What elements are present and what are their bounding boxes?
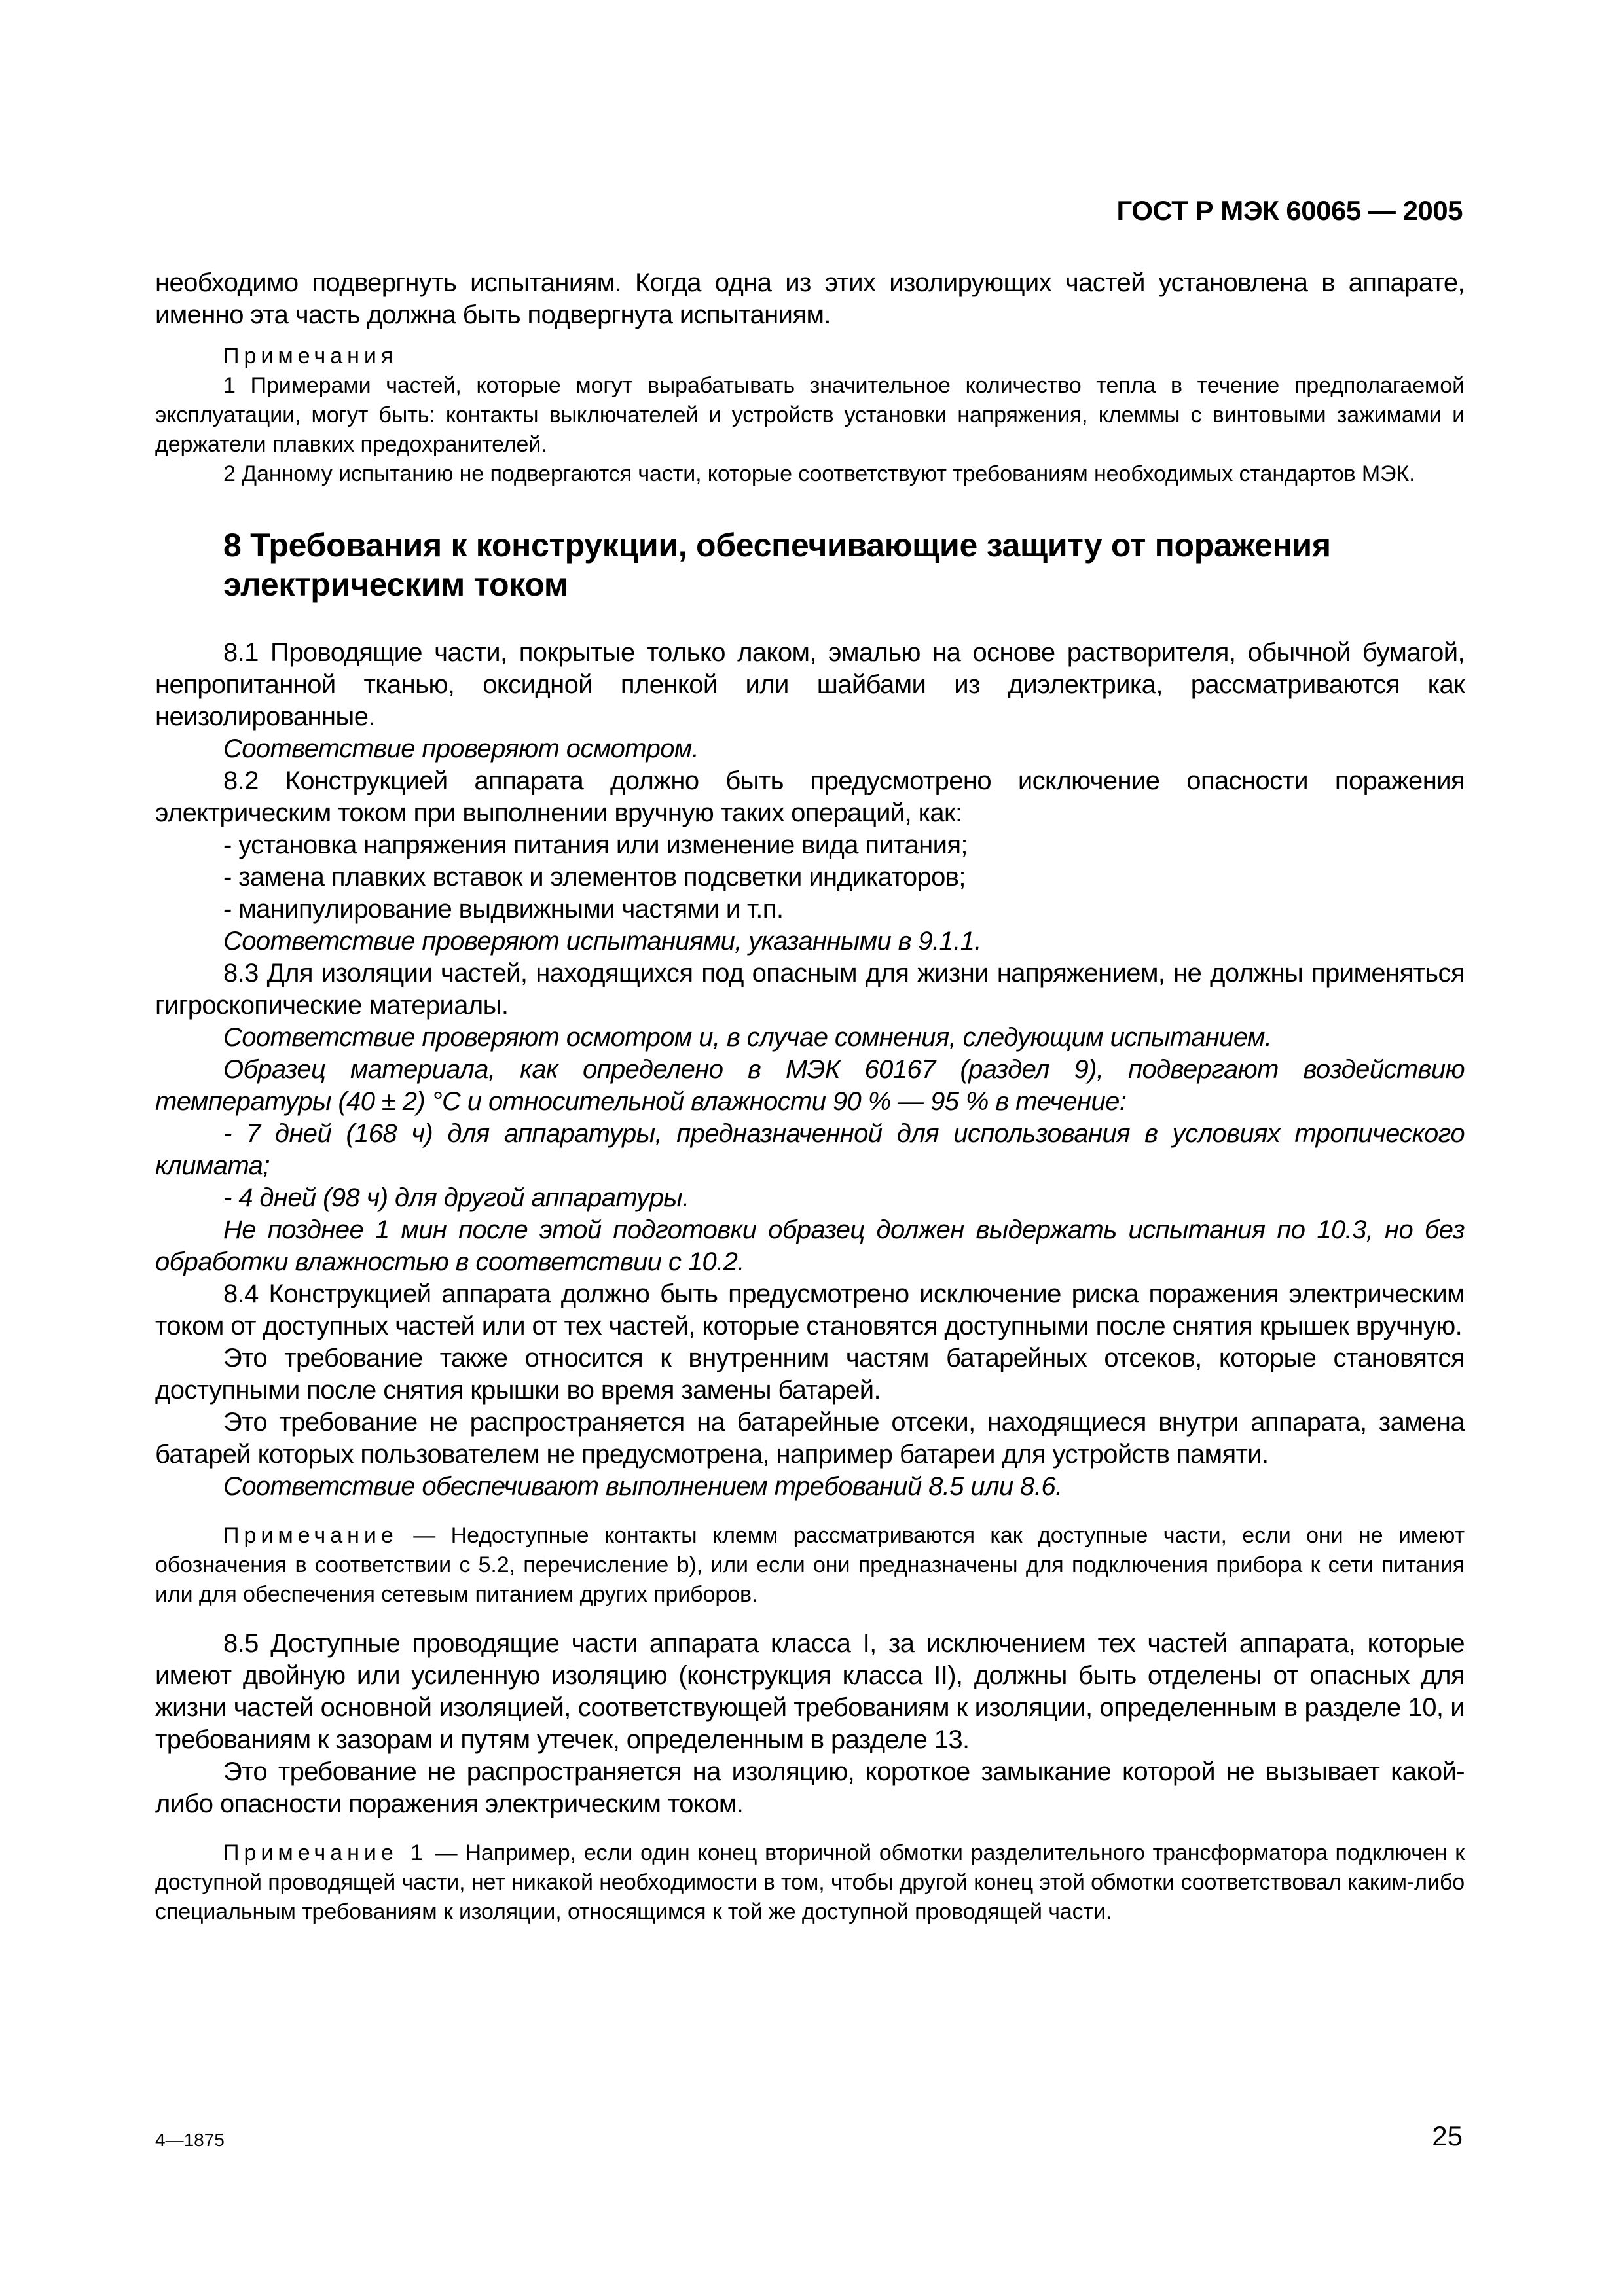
paragraph-8-4-b: Это требование также относится к внутренним частям батарейных отсеков, которые становятся доступными после снятия крышки во время замены батарей. <box>155 1344 1465 1405</box>
notes-title: Примечания <box>223 344 398 368</box>
section-8-heading: 8 Требования к конструкции, обеспечивающие защиту от поражения электрическим током <box>223 527 1331 603</box>
page-number: 25 <box>1432 2121 1463 2151</box>
list-8-3-item: - 7 дней (168 ч) для аппаратуры, предназначенной для использования в условиях тропического климата; <box>155 1119 1465 1180</box>
list-8-2-item: - манипулирование выдвижными частями и т.п. <box>223 895 784 924</box>
list-8-3-item: - 4 дней (98 ч) для другой аппаратуры. <box>223 1183 689 1212</box>
paragraph-8-3: 8.3 Для изоляции частей, находящихся под опасным для жизни напряжением, не должны применяться гигроскопические материалы. <box>155 959 1465 1020</box>
paragraph-8-3-sample: Образец материала, как определено в МЭК 60167 (раздел 9), подвергают воздействию температуры (40 ± 2) °С и относительной влажности 90 % — 95 % в течение: <box>155 1055 1465 1116</box>
list-8-2-item: - замена плавких вставок и элементов подсветки индикаторов; <box>223 863 966 891</box>
paragraph-8-3-after: Не позднее 1 мин после этой подготовки образец должен выдержать испытания по 10.3, но без обработки влажностью в соответствии с 10.2. <box>155 1215 1465 1276</box>
note-1: 1 Примерами частей, которые могут вырабатывать значительное количество тепла в течение предполагаемой эксплуатации, могут быть: контакты выключателей и устройств установки напряжения, клеммы с винтовыми зажимами и держатели плавких предохранителей. <box>155 373 1465 457</box>
note-8-5-label: Примечание 1 <box>223 1840 428 1865</box>
paragraph-8-2-check: Соответствие проверяют испытаниями, указанными в 9.1.1. <box>223 927 981 956</box>
note-8-5 <box>155 1839 1465 1927</box>
paragraph-8-1: 8.1 Проводящие части, покрытые только лаком, эмалью на основе растворителя, обычной бумагой, непропитанной тканью, оксидной пленкой или шайбами из диэлектрика, рассматриваются как неизолированные. <box>155 638 1465 731</box>
document-body <box>155 267 1465 1927</box>
paragraph-8-1-check: Соответствие проверяют осмотром. <box>223 734 699 763</box>
paragraph-8-3-check: Соответствие проверяют осмотром и, в случае сомнения, следующим испытанием. <box>223 1023 1272 1052</box>
paragraph-8-5-b: Это требование не распространяется на изоляцию, короткое замыкание которой не вызывает какой-либо опасности поражения электрическим током. <box>155 1757 1465 1818</box>
paragraph-8-4-check: Соответствие обеспечивают выполнением требований 8.5 или 8.6. <box>223 1472 1063 1501</box>
intro-paragraph: необходимо подвергнуть испытаниям. Когда одна из этих изолирующих частей установлена в аппарате, именно эта часть должна быть подвергнута испытаниям. <box>155 268 1465 329</box>
paragraph-8-5: 8.5 Доступные проводящие части аппарата класса I, за исключением тех частей аппарата, которые имеют двойную или усиленную изоляцию (конструкция класса II), должны быть отделены от опасных для жизни частей основной изоляцией, соответствующей требованиям к изоляции, определенным в разделе 10, и требованиям к зазорам и путям утечек, определенным в разделе 13. <box>155 1629 1465 1754</box>
note-8-4-label: Примечание <box>223 1523 398 1548</box>
paragraph-8-4-c: Это требование не распространяется на батарейные отсеки, находящиеся внутри аппарата, замена батарей которых пользователем не предусмотрена, например батареи для устройств памяти. <box>155 1408 1465 1469</box>
list-8-2-item: - установка напряжения питания или изменение вида питания; <box>223 831 968 859</box>
note-8-4-text: — Недоступные контакты клемм рассматриваются как доступные части, если они не имеют обозначения в соответствии с 5.2, перечисление b), или если они предназначены для подключения прибора к сети питания или для обеспечения сетевым питанием других приборов. <box>155 1523 1465 1607</box>
note-8-4 <box>155 1521 1465 1609</box>
note-8-5-text: — Например, если один конец вторичной обмотки разделительного трансформатора подключен к доступной проводящей части, нет никакой необходимости в том, чтобы другой конец этой обмотки соответствовал каким-либо специальным требованиям к изоляции, относящимся к той же доступной проводящей части. <box>155 1840 1465 1924</box>
standard-code-header: ГОСТ Р МЭК 60065 — 2005 <box>1116 195 1463 226</box>
paragraph-8-4: 8.4 Конструкцией аппарата должно быть предусмотрено исключение риска поражения электрическим током от доступных частей или от тех частей, которые становятся доступными после снятия крышек вручную. <box>155 1280 1465 1340</box>
print-code: 4—1875 <box>155 2130 225 2150</box>
note-2: 2 Данному испытанию не подвергаются части, которые соответствуют требованиям необходимых стандартов МЭК. <box>223 461 1415 486</box>
paragraph-8-2: 8.2 Конструкцией аппарата должно быть предусмотрено исключение опасности поражения электрическим током при выполнении вручную таких операций, как: <box>155 766 1465 827</box>
